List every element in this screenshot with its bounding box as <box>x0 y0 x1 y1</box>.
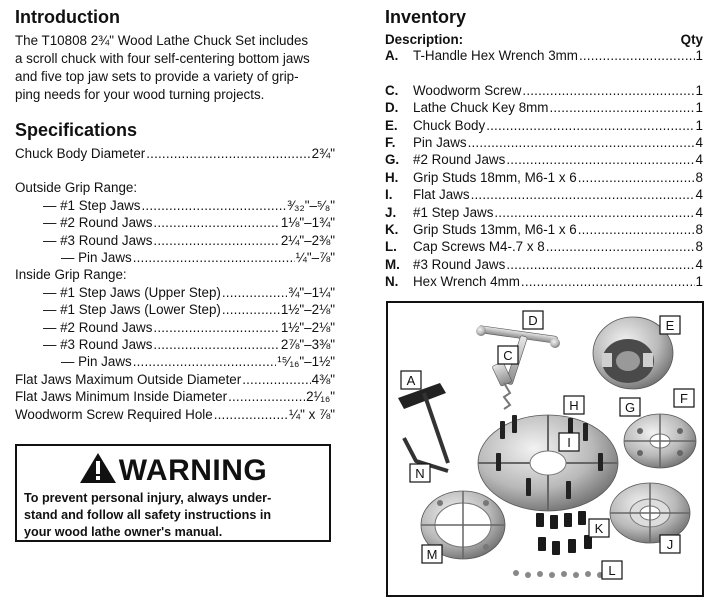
svg-text:M: M <box>426 547 438 562</box>
inventory-item: E. Chuck Body ..... 1 <box>385 117 703 134</box>
warning-triangle-icon <box>79 452 117 484</box>
figure-label-a <box>401 371 421 389</box>
svg-text:E: E <box>665 318 675 333</box>
inventory-item: G. #2 Round Jaws ..... 4 <box>385 151 703 168</box>
spec-row-outside: — #2 Round Jaws ..... 1⅛"–1¾" <box>15 214 335 231</box>
parts-illustration <box>388 303 702 595</box>
step-jaws-part <box>610 483 690 543</box>
intro-line: a scroll chuck with four self-centering bottom jaws <box>15 51 310 66</box>
right-column <box>385 6 703 291</box>
grip-studs-13mm-part <box>536 511 592 555</box>
inventory-item: J. #1 Step Jaws ..... 4 <box>385 204 703 221</box>
inventory-item: D. Lathe Chuck Key 8mm ..... 1 <box>385 99 703 116</box>
spec-row-inside: — #2 Round Jaws ..... 1½"–2⅛" <box>15 319 335 336</box>
svg-text:G: G <box>624 400 636 415</box>
figure-label-k <box>589 519 609 537</box>
figure-label-n <box>410 464 430 482</box>
t-handle-hex-wrench-part <box>398 383 448 463</box>
inventory-item: A. T-Handle Hex Wrench 3mm ..... 1 <box>385 47 703 64</box>
figure-label-g <box>620 398 640 416</box>
outside-grip-heading: Outside Grip Range: <box>15 180 138 196</box>
left-column <box>15 6 335 423</box>
flat-jaws-part <box>478 415 618 511</box>
inventory-item: I. Flat Jaws ..... 4 <box>385 186 703 203</box>
inventory-heading: Inventory <box>385 7 467 27</box>
spec-row-flat-max: Flat Jaws Maximum Outside Diameter ..... 4⅜" <box>15 371 335 388</box>
description-column-header: Description: <box>385 32 464 47</box>
spec-row-inside: — #1 Step Jaws (Lower Step) ..... 1½"–2⅛" <box>15 301 335 318</box>
spec-row-outside: — #1 Step Jaws ..... ³⁄₃₂"–⁵⁄₈" <box>15 197 335 214</box>
spec-row-body-diameter: Chuck Body Diameter ..... 2¾" <box>15 145 335 162</box>
intro-line: and five top jaw sets to provide a variety of grip- <box>15 69 299 84</box>
pin-jaws-part <box>624 414 696 468</box>
figure-label-f <box>674 389 694 407</box>
inventory-item: K. Grip Studs 13mm, M6-1 x 6 ..... 8 <box>385 221 703 238</box>
spec-row-screw-hole: Woodworm Screw Required Hole ..... ¼" x ⅞" <box>15 406 335 423</box>
figure-label-e <box>660 316 680 334</box>
inventory-item: M. #3 Round Jaws ..... 4 <box>385 256 703 273</box>
figure-label-l <box>602 561 622 579</box>
inventory-column-headers <box>385 32 703 47</box>
svg-text:D: D <box>528 313 538 328</box>
figure-label-d <box>523 311 543 329</box>
svg-text:F: F <box>680 391 688 406</box>
inventory-item: L. Cap Screws M4-.7 x 8 ..... 8 <box>385 238 703 255</box>
spec-row-outside: — #3 Round Jaws ..... 2¼"–2⅜" <box>15 232 335 249</box>
svg-text:H: H <box>569 398 579 413</box>
cap-screws-part <box>513 570 603 578</box>
specifications-list <box>15 145 335 423</box>
figure-label-m <box>422 545 442 563</box>
svg-text:A: A <box>406 373 416 388</box>
qty-column-header: Qty <box>680 32 703 47</box>
inventory-item: C. Woodworm Screw ..... 1 <box>385 82 703 99</box>
warning-text: To prevent personal injury, always under- stand and follow all safety instructions in your wood lathe owner's manual. <box>24 491 272 539</box>
figure-label-i <box>559 433 579 451</box>
svg-text:N: N <box>415 466 425 481</box>
spec-row-inside: — Pin Jaws ..... ¹⁵⁄₁₆"–1½" <box>15 353 335 370</box>
introduction-heading: Introduction <box>15 7 120 27</box>
woodworm-screw-part <box>492 361 512 409</box>
spec-row-inside: — #1 Step Jaws (Upper Step) ..... ¾"–1¼" <box>15 284 335 301</box>
introduction-text <box>15 32 335 104</box>
parts-figure <box>386 301 704 597</box>
inside-grip-heading: Inside Grip Range: <box>15 267 127 283</box>
warning-title: WARNING <box>17 452 329 488</box>
spec-row-outside: — Pin Jaws ..... ¼"–⅞" <box>15 249 335 266</box>
spec-row-inside: — #3 Round Jaws ..... 2⅞"–3⅜" <box>15 336 335 353</box>
svg-text:K: K <box>594 521 604 536</box>
inventory-item: N. Hex Wrench 4mm ..... 1 <box>385 273 703 290</box>
svg-text:C: C <box>503 348 513 363</box>
figure-label-h <box>564 396 584 414</box>
svg-text:I: I <box>567 435 571 450</box>
intro-line: ping needs for your wood turning projects. <box>15 87 265 102</box>
inventory-item: F. Pin Jaws ..... 4 <box>385 134 703 151</box>
inventory-list <box>385 47 703 291</box>
svg-text:L: L <box>608 563 616 578</box>
specifications-heading: Specifications <box>15 120 138 140</box>
figure-label-c <box>498 346 518 364</box>
spec-row-flat-min: Flat Jaws Minimum Inside Diameter ..... 2¹⁄₁₆" <box>15 388 335 405</box>
intro-line: The T10808 2¾" Wood Lathe Chuck Set includes <box>15 33 309 48</box>
inventory-item: H. Grip Studs 18mm, M6-1 x 6 ..... 8 <box>385 169 703 186</box>
svg-text:J: J <box>666 537 674 552</box>
warning-box <box>15 444 331 542</box>
figure-label-j <box>660 535 680 553</box>
